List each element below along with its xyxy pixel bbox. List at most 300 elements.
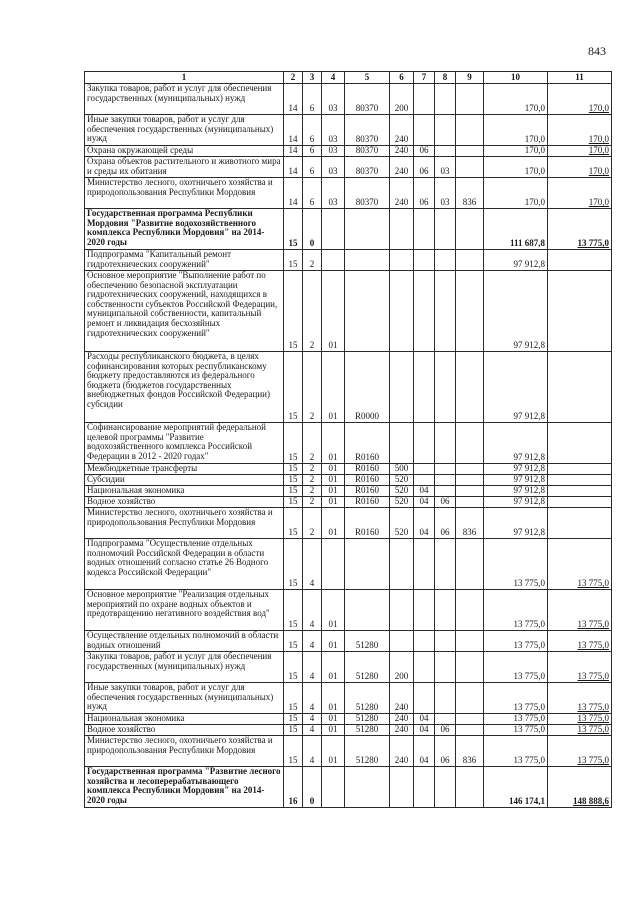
row-amount-10: 13 775,0 [484, 714, 548, 725]
row-code-5: 51280 [345, 631, 390, 652]
table-row [85, 767, 612, 808]
row-code-8: 03 [435, 157, 456, 178]
row-code-3: 6 [303, 157, 322, 178]
row-code-8 [435, 271, 456, 352]
row-amount-11: 13 775,0 [548, 631, 612, 652]
row-name: Закупка товаров, работ и услуг для обеспечения государственных (муниципальных) нужд [85, 84, 284, 115]
row-amount-11 [548, 497, 612, 508]
row-code-3: 4 [303, 652, 322, 683]
row-code-2: 14 [284, 146, 303, 157]
row-code-5: R0160 [345, 497, 390, 508]
column-header-7: 7 [414, 72, 435, 84]
row-code-2: 15 [284, 497, 303, 508]
row-name: Софинансирование мероприятий федеральной целевой программы "Развитие водохозяйственного комплекса Российской Федерации в 2012 - 2020 годах" [85, 423, 284, 464]
row-code-7 [414, 590, 435, 631]
row-code-3: 2 [303, 464, 322, 475]
row-code-6: 240 [390, 714, 414, 725]
row-code-7: 04 [414, 486, 435, 497]
row-code-6: 520 [390, 475, 414, 486]
row-code-7 [414, 115, 435, 146]
row-code-4 [322, 767, 345, 808]
row-code-2: 15 [284, 209, 303, 250]
row-code-5 [345, 767, 390, 808]
row-code-7 [414, 652, 435, 683]
row-code-9 [456, 714, 484, 725]
row-code-2: 15 [284, 423, 303, 464]
row-code-4: 01 [322, 631, 345, 652]
row-code-5: 80370 [345, 157, 390, 178]
table-row [85, 725, 612, 736]
table-row [85, 352, 612, 423]
row-amount-11 [548, 508, 612, 539]
row-code-8 [435, 590, 456, 631]
row-amount-11: 13 775,0 [548, 683, 612, 714]
row-amount-11: 13 775,0 [548, 209, 612, 250]
row-code-6: 240 [390, 157, 414, 178]
row-name: Расходы республиканского бюджета, в целях софинансирования которых республиканскому бюджету предоставляются из федерального бюджета (бюджетов государственных внебюджетных фондов Российской Федерации) субсидии [85, 352, 284, 423]
row-code-6 [390, 590, 414, 631]
table-row [85, 250, 612, 271]
row-amount-10: 13 775,0 [484, 539, 548, 590]
row-amount-11: 148 888,6 [548, 767, 612, 808]
column-header-1: 1 [85, 72, 284, 84]
row-name: Межбюджетные трансферты [85, 464, 284, 475]
row-amount-10: 13 775,0 [484, 652, 548, 683]
row-amount-11: 170,0 [548, 157, 612, 178]
row-amount-11: 13 775,0 [548, 539, 612, 590]
row-code-4: 01 [322, 475, 345, 486]
row-code-5: 51280 [345, 714, 390, 725]
row-code-5: 51280 [345, 683, 390, 714]
row-code-6: 240 [390, 115, 414, 146]
row-code-7 [414, 631, 435, 652]
row-name: Министерство лесного, охотничьего хозяйства и природопользования Республики Мордовия [85, 736, 284, 767]
row-name: Национальная экономика [85, 486, 284, 497]
row-code-2: 15 [284, 590, 303, 631]
row-name: Водное хозяйство [85, 725, 284, 736]
row-code-2: 14 [284, 84, 303, 115]
row-code-7: 04 [414, 508, 435, 539]
row-code-4: 03 [322, 146, 345, 157]
row-code-4: 01 [322, 464, 345, 475]
row-code-8: 03 [435, 178, 456, 209]
row-code-6: 240 [390, 725, 414, 736]
row-code-9 [456, 423, 484, 464]
row-code-4: 01 [322, 352, 345, 423]
row-code-4: 01 [322, 508, 345, 539]
row-name: Субсидии [85, 475, 284, 486]
row-amount-10: 97 912,8 [484, 352, 548, 423]
row-code-8 [435, 146, 456, 157]
row-amount-11: 170,0 [548, 115, 612, 146]
column-header-4: 4 [322, 72, 345, 84]
row-name: Государственная программа "Развитие лесного хозяйства и лесоперерабатывающего комплекса Республики Мордовия" на 2014-2020 годы [85, 767, 284, 808]
table-row [85, 115, 612, 146]
row-code-5: R0000 [345, 352, 390, 423]
row-amount-10: 146 174,1 [484, 767, 548, 808]
row-code-9 [456, 590, 484, 631]
table-row [85, 683, 612, 714]
row-code-6: 240 [390, 146, 414, 157]
row-code-3: 2 [303, 508, 322, 539]
row-code-9 [456, 250, 484, 271]
row-code-4: 01 [322, 725, 345, 736]
row-code-2: 15 [284, 475, 303, 486]
row-code-5 [345, 539, 390, 590]
row-code-6: 500 [390, 464, 414, 475]
row-code-3: 6 [303, 84, 322, 115]
row-code-7: 04 [414, 725, 435, 736]
row-name: Охрана окружающей среды [85, 146, 284, 157]
table-row [85, 590, 612, 631]
row-code-7 [414, 539, 435, 590]
row-code-8 [435, 767, 456, 808]
row-code-2: 15 [284, 736, 303, 767]
row-amount-10: 170,0 [484, 157, 548, 178]
row-code-9: 836 [456, 178, 484, 209]
row-code-2: 16 [284, 767, 303, 808]
row-code-7 [414, 423, 435, 464]
row-code-2: 14 [284, 178, 303, 209]
row-code-8 [435, 652, 456, 683]
row-code-4: 01 [322, 497, 345, 508]
row-code-3: 2 [303, 423, 322, 464]
row-code-6: 200 [390, 84, 414, 115]
row-code-3: 2 [303, 271, 322, 352]
row-code-3: 4 [303, 714, 322, 725]
row-code-4: 01 [322, 486, 345, 497]
row-amount-11 [548, 486, 612, 497]
row-code-7 [414, 475, 435, 486]
row-code-8 [435, 631, 456, 652]
row-code-6 [390, 423, 414, 464]
row-code-3: 4 [303, 631, 322, 652]
row-code-8 [435, 486, 456, 497]
row-code-7: 04 [414, 736, 435, 767]
row-code-2: 15 [284, 539, 303, 590]
row-code-7 [414, 84, 435, 115]
row-code-4: 01 [322, 652, 345, 683]
table-row [85, 423, 612, 464]
header-row [85, 72, 612, 84]
row-code-3: 6 [303, 115, 322, 146]
row-amount-11: 13 775,0 [548, 725, 612, 736]
row-code-3: 4 [303, 539, 322, 590]
row-code-2: 14 [284, 115, 303, 146]
row-code-7 [414, 683, 435, 714]
row-code-5: 51280 [345, 725, 390, 736]
budget-table [84, 71, 612, 808]
row-code-2: 15 [284, 508, 303, 539]
row-code-6: 200 [390, 652, 414, 683]
table-row [85, 209, 612, 250]
row-code-3: 4 [303, 725, 322, 736]
row-code-4: 03 [322, 115, 345, 146]
table-row [85, 146, 612, 157]
row-amount-11 [548, 352, 612, 423]
row-code-8 [435, 423, 456, 464]
row-code-8 [435, 475, 456, 486]
row-code-3: 2 [303, 475, 322, 486]
row-name: Министерство лесного, охотничьего хозяйства и природопользования Республики Мордовия [85, 508, 284, 539]
row-code-5: R0160 [345, 475, 390, 486]
row-code-8 [435, 683, 456, 714]
row-code-4: 01 [322, 736, 345, 767]
row-code-9 [456, 464, 484, 475]
row-amount-10: 13 775,0 [484, 725, 548, 736]
row-amount-10: 13 775,0 [484, 590, 548, 631]
row-amount-11: 13 775,0 [548, 714, 612, 725]
row-code-9 [456, 539, 484, 590]
row-amount-10: 97 912,8 [484, 464, 548, 475]
row-code-8 [435, 84, 456, 115]
row-code-3: 2 [303, 497, 322, 508]
row-code-8 [435, 209, 456, 250]
row-code-4: 01 [322, 423, 345, 464]
row-code-2: 15 [284, 725, 303, 736]
column-header-9: 9 [456, 72, 484, 84]
row-name: Охрана объектов растительного и животного мира и среды их обитания [85, 157, 284, 178]
table-body [85, 84, 612, 808]
row-code-2: 15 [284, 464, 303, 475]
row-code-5: R0160 [345, 508, 390, 539]
table-row [85, 178, 612, 209]
row-amount-10: 13 775,0 [484, 631, 548, 652]
row-code-9 [456, 115, 484, 146]
row-code-3: 6 [303, 146, 322, 157]
row-code-6 [390, 250, 414, 271]
table-row [85, 271, 612, 352]
row-code-2: 15 [284, 250, 303, 271]
row-code-9 [456, 683, 484, 714]
row-name: Подпрограмма "Осуществление отдельных полномочий Российской Федерации в области водных отношений согласно статье 26 Водного кодекса Российской Федерации" [85, 539, 284, 590]
row-code-4: 03 [322, 157, 345, 178]
row-code-9: 836 [456, 508, 484, 539]
row-code-9 [456, 146, 484, 157]
row-name: Основное мероприятие "Выполнение работ по обеспечению безопасной эксплуатации гидротехнических сооружений, находящихся в собственности субъектов Российской Федерации, муниципальной собственности, капитальный ремонт и ликвидация бесхозяйных гидротехнических сооружений" [85, 271, 284, 352]
row-code-5 [345, 209, 390, 250]
row-code-9 [456, 725, 484, 736]
table-row [85, 157, 612, 178]
row-amount-10: 111 687,8 [484, 209, 548, 250]
row-amount-10: 97 912,8 [484, 250, 548, 271]
row-code-3: 4 [303, 736, 322, 767]
row-code-9 [456, 271, 484, 352]
row-code-3: 4 [303, 590, 322, 631]
row-code-9 [456, 475, 484, 486]
row-code-7: 04 [414, 497, 435, 508]
row-name: Иные закупки товаров, работ и услуг для обеспечения государственных (муниципальных) нужд [85, 683, 284, 714]
row-code-8: 06 [435, 725, 456, 736]
row-code-9 [456, 209, 484, 250]
table-row [85, 508, 612, 539]
row-amount-10: 170,0 [484, 115, 548, 146]
column-header-10: 10 [484, 72, 548, 84]
row-code-7 [414, 352, 435, 423]
row-amount-10: 170,0 [484, 84, 548, 115]
row-code-7: 06 [414, 157, 435, 178]
row-code-6 [390, 767, 414, 808]
row-name: Осуществление отдельных полномочий в области водных отношений [85, 631, 284, 652]
row-code-6: 240 [390, 683, 414, 714]
row-code-8 [435, 352, 456, 423]
row-code-5: 80370 [345, 115, 390, 146]
row-amount-11: 170,0 [548, 178, 612, 209]
row-amount-11: 13 775,0 [548, 590, 612, 631]
row-code-9 [456, 352, 484, 423]
row-code-6 [390, 209, 414, 250]
column-header-2: 2 [284, 72, 303, 84]
row-code-6: 240 [390, 178, 414, 209]
table-row [85, 486, 612, 497]
row-code-5: R0160 [345, 423, 390, 464]
row-amount-11 [548, 250, 612, 271]
row-code-3: 0 [303, 767, 322, 808]
row-name: Национальная экономика [85, 714, 284, 725]
row-code-7 [414, 209, 435, 250]
row-code-7 [414, 767, 435, 808]
row-code-3: 0 [303, 209, 322, 250]
row-code-9 [456, 84, 484, 115]
table-row [85, 84, 612, 115]
row-code-6: 520 [390, 508, 414, 539]
row-code-8 [435, 250, 456, 271]
row-code-8: 06 [435, 508, 456, 539]
row-name: Иные закупки товаров, работ и услуг для обеспечения государственных (муниципальных) нужд [85, 115, 284, 146]
row-code-4: 01 [322, 590, 345, 631]
row-code-8 [435, 714, 456, 725]
table-row [85, 631, 612, 652]
row-code-4: 03 [322, 84, 345, 115]
table-row [85, 475, 612, 486]
row-code-2: 15 [284, 271, 303, 352]
row-amount-10: 97 912,8 [484, 475, 548, 486]
row-code-9 [456, 497, 484, 508]
row-name: Основное мероприятие "Реализация отдельных мероприятий по охране водных объектов и предотвращению негативного воздействия вод" [85, 590, 284, 631]
row-amount-11 [548, 423, 612, 464]
row-code-9 [456, 767, 484, 808]
row-code-6 [390, 539, 414, 590]
row-code-3: 6 [303, 178, 322, 209]
row-code-2: 15 [284, 486, 303, 497]
column-header-11: 11 [548, 72, 612, 84]
row-code-2: 15 [284, 714, 303, 725]
row-code-2: 15 [284, 652, 303, 683]
row-code-3: 4 [303, 683, 322, 714]
row-code-6 [390, 271, 414, 352]
row-code-2: 15 [284, 352, 303, 423]
row-amount-10: 97 912,8 [484, 486, 548, 497]
row-amount-10: 13 775,0 [484, 683, 548, 714]
row-amount-11: 13 775,0 [548, 652, 612, 683]
row-code-6: 240 [390, 736, 414, 767]
row-code-2: 15 [284, 631, 303, 652]
row-code-8 [435, 464, 456, 475]
row-code-7: 06 [414, 146, 435, 157]
row-code-4: 01 [322, 271, 345, 352]
table-row [85, 736, 612, 767]
row-code-4 [322, 209, 345, 250]
row-code-8 [435, 539, 456, 590]
row-code-6: 520 [390, 486, 414, 497]
row-code-5 [345, 250, 390, 271]
row-amount-10: 97 912,8 [484, 423, 548, 464]
row-code-7 [414, 250, 435, 271]
row-code-4: 03 [322, 178, 345, 209]
row-code-2: 15 [284, 683, 303, 714]
row-code-9 [456, 157, 484, 178]
row-code-5: 80370 [345, 146, 390, 157]
row-code-9 [456, 652, 484, 683]
page-number: 843 [588, 44, 606, 58]
row-code-5: 51280 [345, 736, 390, 767]
row-code-8 [435, 115, 456, 146]
row-code-4 [322, 250, 345, 271]
table-row [85, 539, 612, 590]
row-code-2: 14 [284, 157, 303, 178]
row-amount-11: 13 775,0 [548, 736, 612, 767]
row-amount-10: 97 912,8 [484, 271, 548, 352]
row-code-8: 06 [435, 736, 456, 767]
row-code-3: 2 [303, 250, 322, 271]
row-name: Закупка товаров, работ и услуг для обеспечения государственных (муниципальных) нужд [85, 652, 284, 683]
row-code-3: 2 [303, 486, 322, 497]
row-name: Министерство лесного, охотничьего хозяйства и природопользования Республики Мордовия [85, 178, 284, 209]
row-code-7: 06 [414, 178, 435, 209]
row-code-9 [456, 631, 484, 652]
row-code-3: 2 [303, 352, 322, 423]
row-code-8: 06 [435, 497, 456, 508]
row-code-5: 80370 [345, 84, 390, 115]
row-amount-10: 170,0 [484, 178, 548, 209]
column-header-8: 8 [435, 72, 456, 84]
row-code-7: 04 [414, 714, 435, 725]
row-amount-10: 13 775,0 [484, 736, 548, 767]
column-header-5: 5 [345, 72, 390, 84]
table-row [85, 497, 612, 508]
row-amount-11 [548, 464, 612, 475]
column-header-6: 6 [390, 72, 414, 84]
row-amount-11 [548, 271, 612, 352]
row-code-6 [390, 352, 414, 423]
row-code-4 [322, 539, 345, 590]
row-code-5 [345, 271, 390, 352]
row-code-7 [414, 271, 435, 352]
row-amount-11: 170,0 [548, 146, 612, 157]
row-code-9: 836 [456, 736, 484, 767]
row-code-9 [456, 486, 484, 497]
row-amount-10: 97 912,8 [484, 508, 548, 539]
row-name: Водное хозяйство [85, 497, 284, 508]
row-code-5 [345, 590, 390, 631]
row-code-6 [390, 631, 414, 652]
row-amount-11 [548, 475, 612, 486]
row-code-7 [414, 464, 435, 475]
row-code-6: 520 [390, 497, 414, 508]
table-row [85, 464, 612, 475]
column-header-3: 3 [303, 72, 322, 84]
row-name: Подпрограмма "Капитальный ремонт гидротехнических сооружений" [85, 250, 284, 271]
row-code-5: 80370 [345, 178, 390, 209]
row-code-4: 01 [322, 683, 345, 714]
table-row [85, 652, 612, 683]
row-code-5: R0160 [345, 464, 390, 475]
row-code-5: R0160 [345, 486, 390, 497]
row-code-4: 01 [322, 714, 345, 725]
table-row [85, 714, 612, 725]
row-amount-10: 97 912,8 [484, 497, 548, 508]
row-amount-11: 170,0 [548, 84, 612, 115]
